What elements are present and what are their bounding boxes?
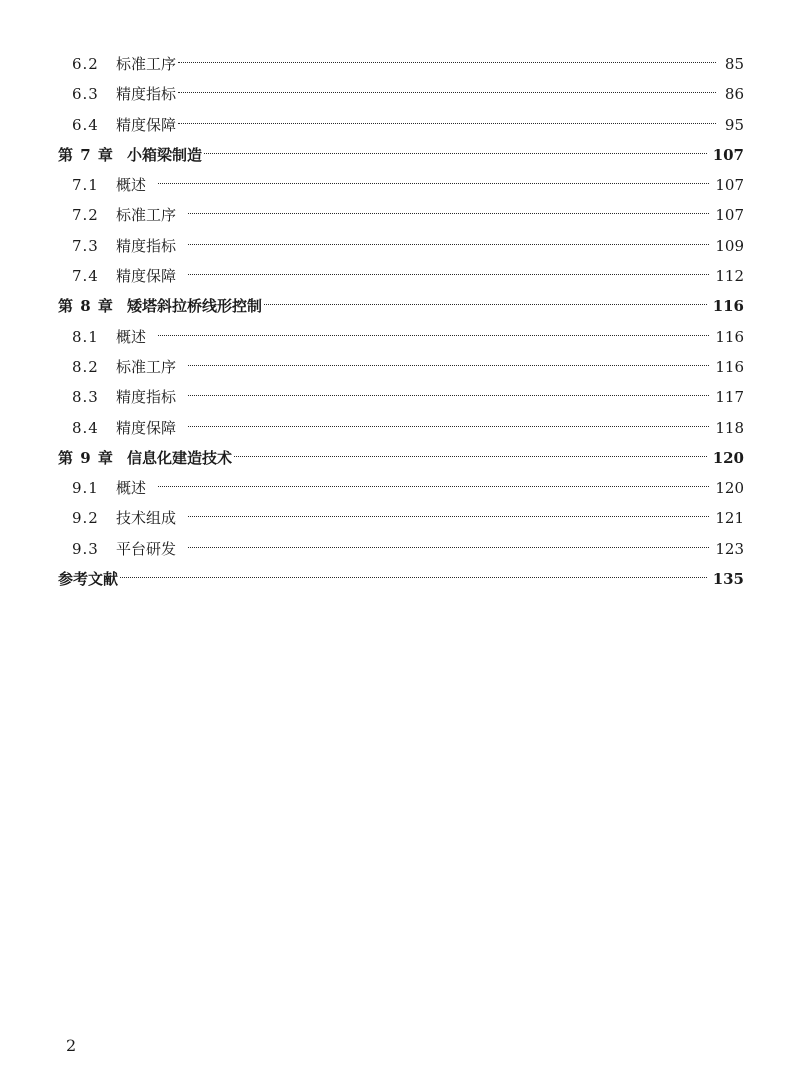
entry-page-number: 117 [715, 388, 744, 407]
entry-title: 概述 [116, 176, 147, 195]
dot-leader [178, 123, 716, 124]
section-number: 9.2 [72, 509, 99, 528]
entry-page-number: 116 [715, 327, 744, 346]
toc-chapter-entry[interactable] [58, 291, 744, 321]
entry-title: 参考文献 [58, 570, 119, 589]
chapter-number: 第 7 章 [58, 145, 114, 164]
dot-leader [178, 92, 716, 93]
toc-section-entry[interactable] [58, 322, 744, 352]
toc-chapter-entry[interactable] [58, 443, 744, 473]
entry-page-number: 107 [715, 176, 744, 195]
toc-section-entry[interactable] [58, 382, 744, 412]
dot-leader [158, 486, 709, 487]
entry-page-number: 107 [712, 145, 744, 164]
section-number: 8.1 [72, 327, 99, 346]
toc-section-entry[interactable] [58, 231, 744, 261]
dot-leader [120, 577, 707, 578]
entry-page-number: 118 [715, 418, 744, 437]
section-number: 7.4 [72, 267, 99, 286]
entry-page-number: 107 [715, 206, 744, 225]
dot-leader [188, 213, 709, 214]
entry-title: 精度保障 [116, 115, 177, 134]
dot-leader [234, 456, 707, 457]
dot-leader [178, 62, 716, 63]
toc-references-entry[interactable] [58, 564, 744, 594]
dot-leader [188, 395, 709, 396]
entry-title: 矮塔斜拉桥线形控制 [127, 297, 263, 316]
entry-title: 概述 [116, 479, 147, 498]
section-number: 9.1 [72, 479, 99, 498]
toc-section-entry[interactable] [58, 79, 744, 109]
table-of-contents [58, 49, 744, 594]
toc-section-entry[interactable] [58, 473, 744, 503]
section-number: 6.2 [72, 55, 99, 73]
entry-title: 标准工序 [116, 206, 177, 225]
entry-title: 标准工序 [116, 55, 177, 73]
entry-title: 精度指标 [116, 388, 177, 407]
entry-title: 精度指标 [116, 236, 177, 255]
entry-title: 平台研发 [116, 539, 177, 558]
toc-section-entry[interactable] [58, 170, 744, 200]
dot-leader [188, 547, 709, 548]
entry-title: 概述 [116, 327, 147, 346]
entry-page-number: 109 [715, 236, 744, 255]
entry-page-number: 116 [715, 357, 744, 376]
dot-leader [158, 335, 709, 336]
section-number: 9.3 [72, 539, 99, 558]
entry-page-number: 135 [712, 570, 744, 589]
section-number: 6.3 [72, 85, 99, 104]
entry-title: 小箱梁制造 [127, 145, 203, 164]
dot-leader [188, 244, 709, 245]
toc-chapter-entry[interactable] [58, 140, 744, 170]
entry-title: 精度保障 [116, 418, 177, 437]
entry-title: 标准工序 [116, 357, 177, 376]
toc-section-entry[interactable] [58, 200, 744, 230]
entry-page-number: 120 [715, 479, 744, 498]
toc-section-entry[interactable] [58, 352, 744, 382]
entry-page-number: 86 [724, 85, 744, 104]
dot-leader [188, 426, 709, 427]
section-number: 8.3 [72, 388, 99, 407]
dot-leader [204, 153, 707, 154]
section-number: 8.2 [72, 357, 99, 376]
entry-page-number: 123 [715, 539, 744, 558]
section-number: 7.2 [72, 206, 99, 225]
dot-leader [188, 516, 709, 517]
entry-page-number: 116 [712, 297, 744, 316]
section-number: 7.1 [72, 176, 99, 195]
chapter-number: 第 8 章 [58, 297, 114, 316]
entry-page-number: 121 [715, 509, 744, 528]
toc-section-entry[interactable] [58, 534, 744, 564]
toc-section-entry[interactable] [58, 503, 744, 533]
dot-leader [264, 304, 707, 305]
chapter-number: 第 9 章 [58, 448, 114, 467]
toc-section-entry[interactable] [58, 49, 744, 79]
entry-page-number: 85 [724, 55, 744, 73]
toc-section-entry[interactable] [58, 110, 744, 140]
section-number: 7.3 [72, 236, 99, 255]
section-number: 6.4 [72, 115, 99, 134]
entry-page-number: 95 [724, 115, 744, 134]
entry-page-number: 112 [715, 267, 744, 286]
dot-leader [158, 183, 709, 184]
entry-title: 精度保障 [116, 267, 177, 286]
page-number: 2 [66, 1036, 77, 1055]
entry-title: 技术组成 [116, 509, 177, 528]
toc-section-entry[interactable] [58, 261, 744, 291]
entry-page-number: 120 [712, 448, 744, 467]
dot-leader [188, 274, 709, 275]
section-number: 8.4 [72, 418, 99, 437]
entry-title: 信息化建造技术 [127, 448, 233, 467]
toc-section-entry[interactable] [58, 413, 744, 443]
dot-leader [188, 365, 709, 366]
entry-title: 精度指标 [116, 85, 177, 104]
